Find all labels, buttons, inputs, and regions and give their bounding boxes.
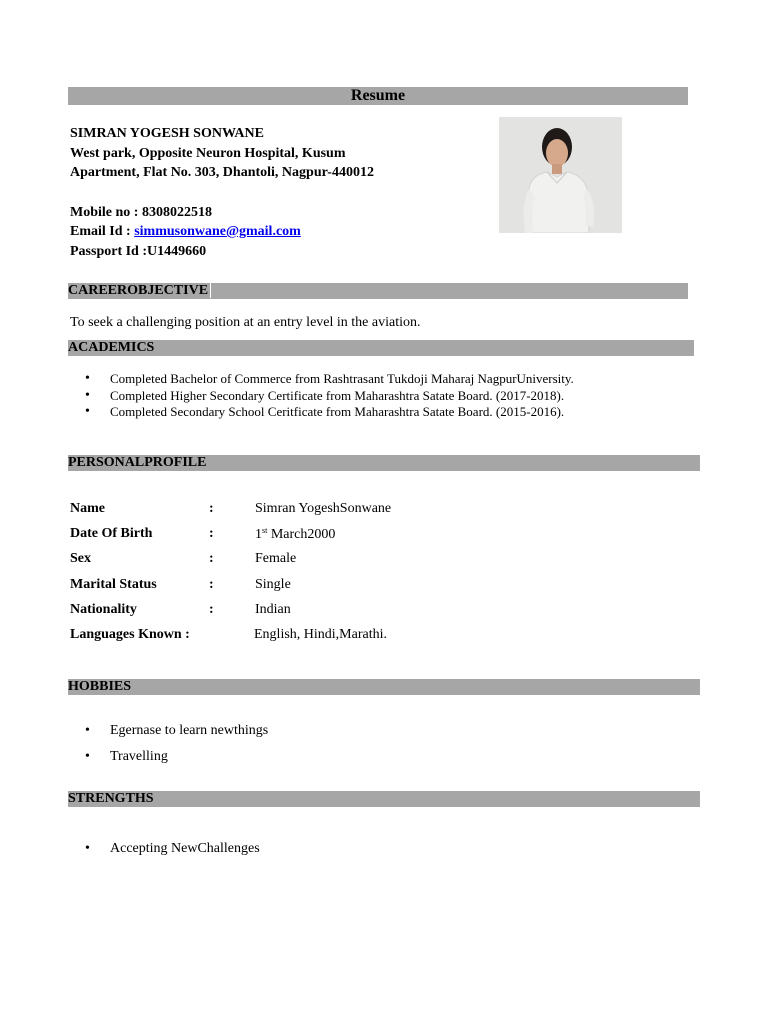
- row-label: Languages Known :: [70, 627, 190, 642]
- dob-suffix: st: [262, 526, 268, 535]
- row-label: Nationality: [70, 602, 137, 617]
- hobbies-list: [68, 718, 268, 770]
- row-label: Date Of Birth: [70, 526, 153, 541]
- list-item: • Completed Bachelor of Commerce from Rashtrasant Tukdoji Maharaj NagpurUniversity.: [68, 371, 574, 388]
- row-value: Simran YogeshSonwane: [255, 501, 392, 516]
- row-colon: :: [209, 551, 214, 566]
- profile-row-dob: [70, 526, 470, 546]
- row-value: Single: [255, 577, 291, 592]
- row-value: [255, 526, 335, 543]
- row-label: Sex: [70, 551, 91, 566]
- profile-row-sex: [70, 551, 470, 571]
- list-item: • Completed Secondary School Ceritficate from Maharashtra Satate Board. (2015-2016).: [68, 404, 574, 421]
- address: West park, Opposite Neuron Hospital, Kusum Apartment, Flat No. 303, Dhantoli, Nagpur-440012: [70, 146, 374, 180]
- row-colon: :: [209, 526, 214, 541]
- list-item: • Travelling: [68, 744, 268, 770]
- dob-day: 1: [255, 527, 262, 542]
- passport-id: Passport Id :U1449660: [70, 244, 207, 259]
- row-colon: :: [209, 602, 214, 617]
- academics-list: [68, 371, 574, 421]
- email-label: Email Id :: [70, 224, 135, 239]
- person-photo-icon: [499, 117, 622, 233]
- dob-rest: March2000: [267, 527, 336, 542]
- candidate-name: SIMRAN YOGESH SONWANE: [70, 126, 264, 141]
- row-label: Marital Status: [70, 577, 157, 592]
- email-link[interactable]: simmusonwane@gmail.com: [134, 224, 301, 239]
- section-hobbies: HOBBIES: [68, 679, 700, 695]
- section-strengths: STRENGTHS: [68, 791, 700, 807]
- list-item: • Egernase to learn newthings: [68, 718, 268, 744]
- row-value: Indian: [255, 602, 291, 617]
- resume-title: Resume: [68, 87, 688, 105]
- profile-photo: [499, 117, 622, 233]
- row-label: Name: [70, 501, 105, 516]
- row-value: Female: [255, 551, 297, 566]
- profile-row-languages: [70, 627, 470, 647]
- profile-row-name: [70, 501, 470, 521]
- career-objective-text: To seek a challenging position at an entry level in the aviation.: [70, 315, 421, 330]
- strengths-list: [68, 836, 260, 862]
- row-value: English, Hindi,Marathi.: [254, 627, 387, 642]
- profile-row-marital-status: [70, 577, 470, 597]
- section-title: CAREEROBJECTIVE: [68, 283, 211, 298]
- section-personal-profile: PERSONALPROFILE: [68, 455, 700, 471]
- list-item: • Completed Higher Secondary Certificate from Maharashtra Satate Board. (2017-2018).: [68, 388, 574, 405]
- row-colon: :: [209, 577, 214, 592]
- list-item: • Accepting NewChallenges: [68, 836, 260, 862]
- email-line: [70, 224, 301, 240]
- mobile-number: Mobile no : 8308022518: [70, 205, 212, 220]
- section-academics: ACADEMICS: [68, 340, 694, 356]
- profile-row-nationality: [70, 602, 470, 622]
- row-colon: :: [209, 501, 214, 516]
- section-career-objective: [68, 283, 688, 299]
